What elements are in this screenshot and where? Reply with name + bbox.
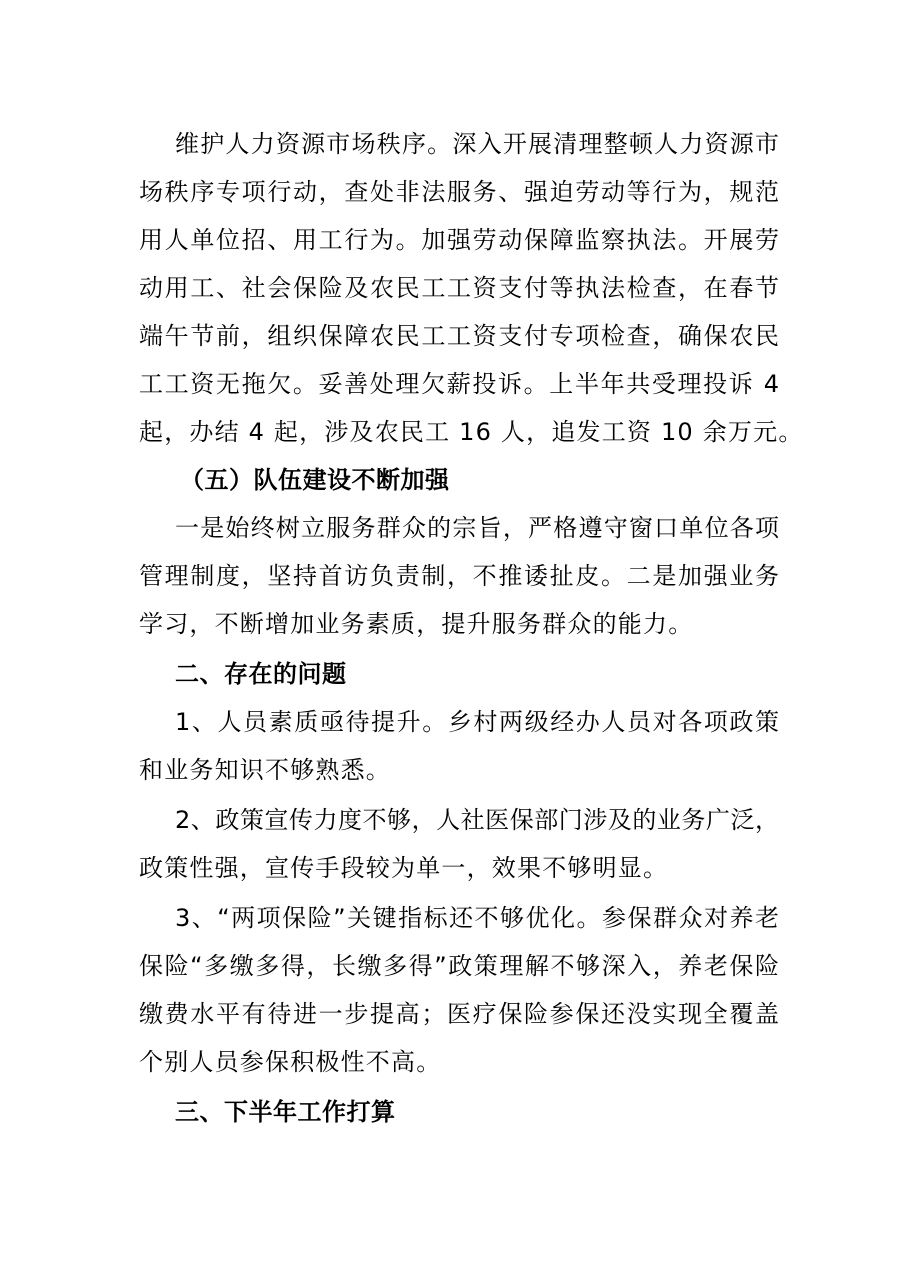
paragraph-line: 起，办结 4 起，涉及农民工 16 人，追发工资 10 余万元。 (139, 418, 804, 446)
paragraph-line: 工工资无拖欠。妥善处理欠薪投诉。上半年共受理投诉 4 (139, 370, 779, 398)
paragraph-line: 学习，不断增加业务素质，提升服务群众的能力。 (139, 610, 694, 638)
paragraph-line: 个别人员参保积极性不高。 (139, 1048, 442, 1076)
paragraph-line: 维护人力资源市场秩序。深入开展清理整顿人力资源市 (175, 130, 779, 158)
paragraph-line: 保险“多缴多得，长缴多得”政策理解不够深入，养老保险 (139, 952, 779, 980)
paragraph-line: 动用工、社会保险及农民工工资支付等执法检查，在春节 (139, 274, 779, 302)
paragraph-line: 和业务知识不够熟悉。 (139, 756, 391, 784)
paragraph-line: 用人单位招、用工行为。加强劳动保障监察执法。开展劳 (139, 226, 779, 254)
paragraph-line: 管理制度，坚持首访负责制，不推诿扯皮。二是加强业务 (139, 562, 779, 590)
paragraph-line: 一是始终树立服务群众的宗旨，严格遵守窗口单位各项 (175, 514, 779, 542)
paragraph-line: 1、人员素质亟待提升。乡村两级经办人员对各项政策 (175, 708, 779, 736)
paragraph-line: 缴费水平有待进一步提高；医疗保险参保还没实现全覆盖 (139, 1000, 779, 1028)
paragraph-line: 场秩序专项行动，查处非法服务、强迫劳动等行为，规范 (139, 178, 779, 206)
section-heading: （五）队伍建设不断加强 (180, 466, 450, 494)
paragraph-line: 2、政策宣传力度不够，人社医保部门涉及的业务广泛， (175, 806, 779, 834)
section-heading: 三、下半年工作打算 (175, 1098, 396, 1126)
paragraph-line: 端午节前，组织保障农民工工资支付专项检查，确保农民 (139, 322, 779, 350)
section-heading: 二、存在的问题 (175, 660, 347, 688)
paragraph-line: 政策性强，宣传手段较为单一，效果不够明显。 (139, 854, 669, 882)
paragraph-line: 3、“两项保险”关键指标还不够优化。参保群众对养老 (175, 904, 779, 932)
